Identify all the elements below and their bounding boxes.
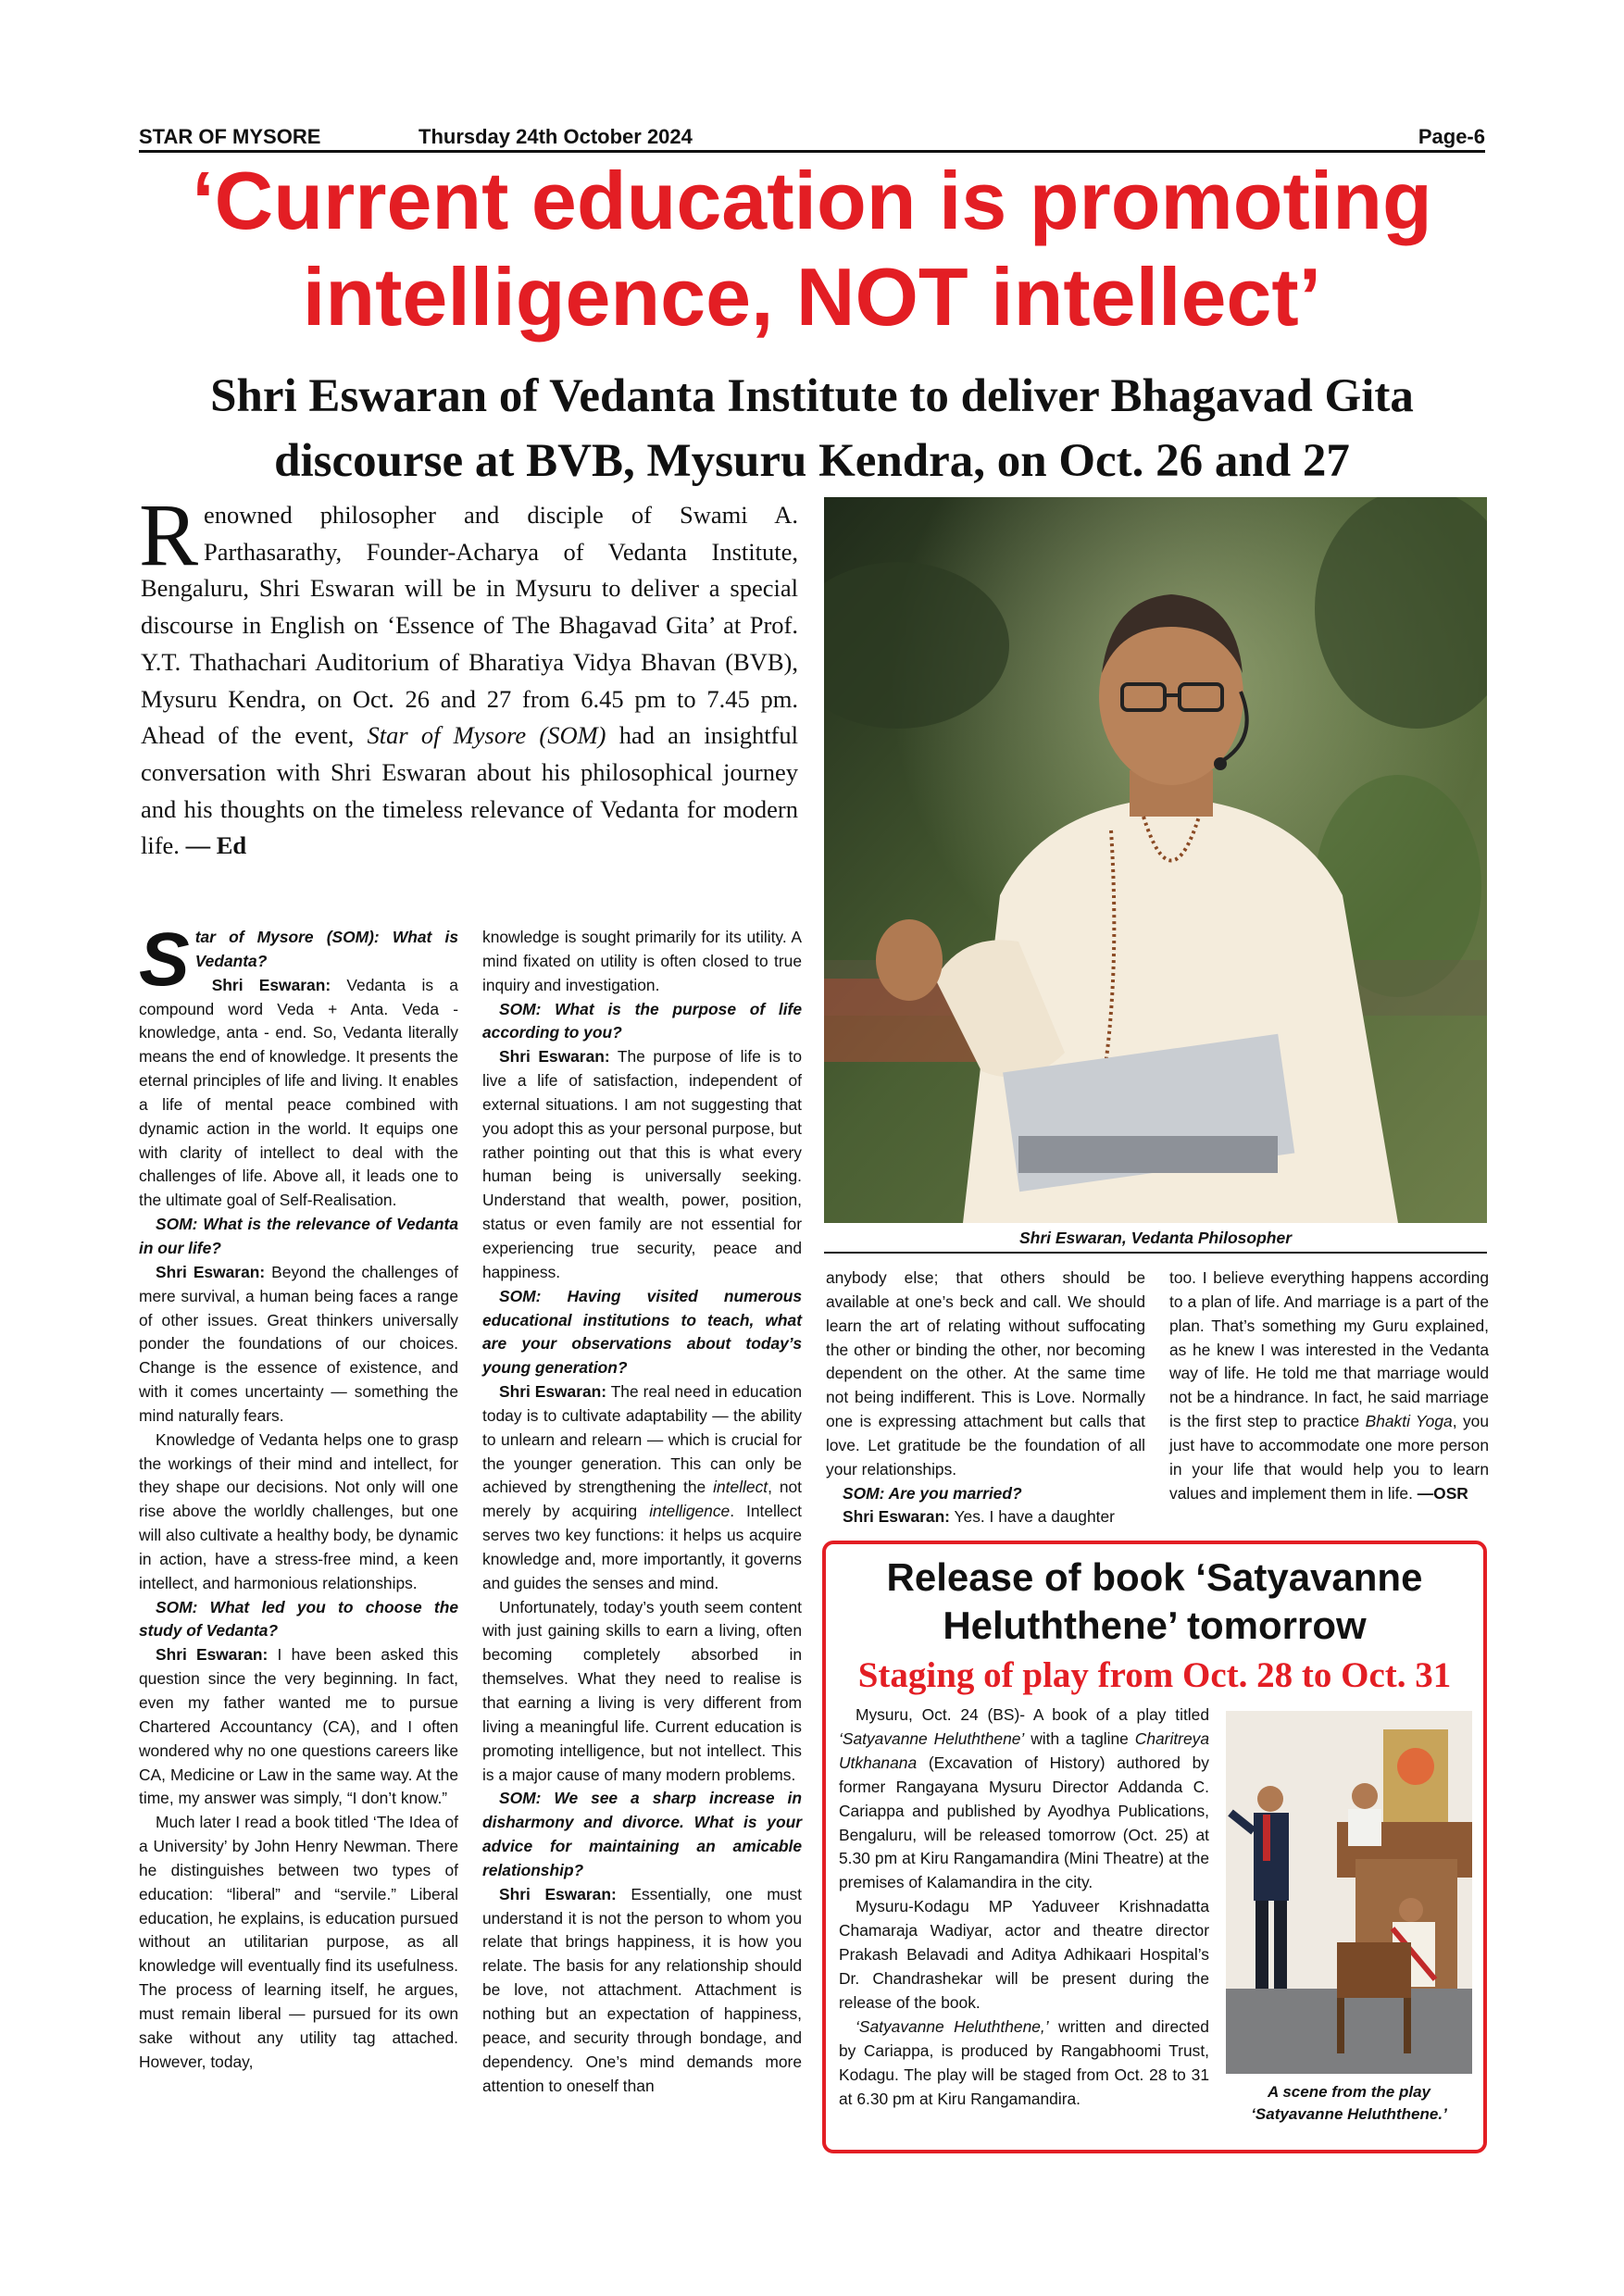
box-subtitle: Staging of play from Oct. 28 to Oct. 31 <box>857 1655 1452 1695</box>
answer-2-cont: Knowledge of Vedanta helps one to grasp the workings of their mind and intellect, for they shape our decisions. Not only will one rise above the worldly challenges, but one will also cultivate a healthy body, be dynamic in action, have a stress-free mind, a keen intellect, and harmonious relationships. <box>139 1429 458 1592</box>
question-5: SOM: Having visited numerous educational institutions to teach, what are your observations about today’s young generation? <box>482 1286 802 1378</box>
article-column-4 <box>1169 1267 1489 1505</box>
answer-5: Shri Eswaran: The real need in education today is to cultivate adaptability — the ability to unlearn and relearn — which is crucial for the younger generation. This can only be achieved by strengthening the intellect, not merely by acquiring intelligence. Intellect serves two key functions: it helps us acquire knowledge and, more importantly, it governs and guides the senses and mind. <box>482 1382 802 1592</box>
play-photo-caption: A scene from the play ‘Satyavanne Heluththene.’ <box>1251 2083 1447 2123</box>
answer-3-cont: Much later I read a book titled ‘The Idea of a University’ by John Henry Newman. There he distinguishes between two types of education: “liberal” and “servile.” Liberal education, he explains, is education pursued without an utilitarian purpose, as all knowledge will eventually find its usefulness. The process of learning itself, he argues, must remain liberal — pursued for its own sake without any utility tag attached. However, today, <box>139 1813 458 2071</box>
intro-italic: Star of Mysore (SOM) <box>367 721 606 750</box>
play-scene-illustration <box>1226 1711 1472 2074</box>
box-paragraph-1: Mysuru, Oct. 24 (BS)- A book of a play titled ‘Satyavanne Heluththene’ with a tagline Charitreya Utkhanana (Excavation of History) authored by former Rangayana Mysuru Director Addanda C. Cariappa and published by Ayodhya Publications, Bengaluru, will be released tomorrow (Oct. 25) at 5.30 pm at Kiru Rangamandira (Mini Theatre) at the premises of Kalamandira in the city. <box>839 1705 1209 1892</box>
question-4: SOM: What is the purpose of life according to you? <box>482 999 802 1042</box>
article-column-2 <box>482 926 802 2098</box>
eswaran-photo-illustration <box>824 497 1487 1223</box>
eswaran-photo <box>824 497 1487 1223</box>
answer-6-end: anybody else; that others should be available at one’s beck and call. We should learn the art of relating without suffocating the other or binding the other, nor becoming dependent on the other. At the same time not being indifferent. This is Love. Normally one is expressing attachment but calls that love. Let gratitude be the foundation of all your relationships. <box>826 1268 1145 1479</box>
answer-3: Shri Eswaran: I have been asked this question since the very beginning. In fact, even my father wanted me to pursue Chartered Accountancy (CA), and I often wondered why no one questions careers like CA, Medicine or Law in the same way. At the time, my answer was simply, “I don’t know.” <box>139 1645 458 1808</box>
intro-text: enowned philosopher and disciple of Swami A. Parthasarathy, Founder-Acharya of Vedanta Institute, Bengaluru, Shri Eswaran will be in Mysuru to deliver a special discourse in English on ‘Essence of The Bhagavad Gita’ at Prof. Y.T. Thathachari Auditorium of Bharatiya Vidya Bhavan (BVB), Mysuru Kendra, on Oct. 26 and 27 from 6.45 pm to 7.45 pm. Ahead of the event, <box>141 501 798 750</box>
subheadline: Shri Eswaran of Vedanta Institute to deliver Bhagavad Gita discourse at BVB, Mysuru Kendra, on Oct. 26 and 27 <box>210 370 1414 487</box>
headline: ‘Current education is promoting intelligence, NOT intellect’ <box>192 155 1432 343</box>
book-release-box <box>822 1541 1487 2153</box>
intro-text-after: had an insightful conversation with Shri Eswaran about his philosophical journey and his thoughts on the timeless relevance of Vedanta for modern life. <box>141 721 798 860</box>
box-title: Release of book ‘Satyavanne Heluththene’ tomorrow <box>886 1555 1423 1647</box>
article-column-3 <box>826 1267 1145 1529</box>
box-paragraph-2: Mysuru-Kodagu MP Yaduveer Krishnadatta Chamaraja Wadiyar, actor and theatre director Prakash Belavadi and Aditya Adhikaari Hospital’s Dr. Chandrashekar will be present during the release of the book. <box>839 1897 1209 2012</box>
masthead <box>139 125 1485 153</box>
page-number: Page-6 <box>1418 125 1485 148</box>
question-6: SOM: We see a sharp increase in disharmony and divorce. What is your advice for maintaining an amicable relationship? <box>482 1789 802 1879</box>
question-3: SOM: What led you to choose the study of Vedanta? <box>139 1597 458 1641</box>
question-7: SOM: Are you married? <box>843 1483 1022 1503</box>
article-column-1 <box>139 917 458 2075</box>
intro-signoff: — Ed <box>185 831 247 860</box>
answer-6: Shri Eswaran: Essentially, one must understand it is not the person to whom you relate that brings happiness, it is how you relate. The basis for any relationship should be love, not attachment. Attachment is nothing but an expectation of happiness, peace, and security through bondage, and dependency. One’s mind demands more attention to oneself than <box>482 1884 802 2095</box>
question-1: Star of Mysore (SOM): What is Vedanta? <box>139 917 458 1002</box>
answer-1: Shri Eswaran: Vedanta is a compound word Veda + Anta. Veda - knowledge, anta - end. So, Vedanta literally means the end of knowledge. It presents the eternal principles of life and living. It enables a life of mental peace combined with dynamic action in the world. It equips one with clarity of intellect to deal with the challenges of life. Above all, it leads one to the ultimate goal of Self-Realisation. <box>139 975 458 1210</box>
answer-5-cont: Unfortunately, today’s youth seem content with just gaining skills to earn a living, often becoming completely absorbed in themselves. What they need to realise is that earning a living is very different from living a meaningful life. Current education is promoting intelligence, but not intellect. This is a major cause of many modern problems. <box>482 1597 802 1784</box>
box-body <box>839 1703 1209 2111</box>
photo-caption: Shri Eswaran, Vedanta Philosopher <box>1018 1229 1292 1247</box>
intro-dropcap: R <box>139 485 199 584</box>
question-2: SOM: What is the relevance of Vedanta in our life? <box>139 1215 458 1257</box>
intro-paragraph <box>139 485 798 865</box>
interview-dropcap: S <box>139 917 190 1002</box>
author-signoff: —OSR <box>1417 1483 1468 1503</box>
photo-caption-rule <box>824 1252 1487 1254</box>
answer-7: Shri Eswaran: Yes. I have a daughter <box>843 1507 1115 1527</box>
answer-2: Shri Eswaran: Beyond the challenges of mere survival, a human being faces a range of other issues. Great thinkers universally ponder the foundations of our choices. Change is the essence of existence, and with it comes uncertainty — something the mind naturally fears. <box>139 1262 458 1425</box>
answer-3-end: knowledge is sought primarily for its utility. A mind fixated on utility is often closed to true inquiry and investigation. <box>482 928 802 994</box>
play-scene-photo <box>1226 1711 1472 2074</box>
answer-7-end: too. I believe everything happens according to a plan of life. And marriage is a part of the plan. That’s something my Guru explained, as he knew I was interested in the Vedanta way of life. He told me that marriage would not be a hindrance. In fact, he said marriage is the first step to practice Bhakti Yoga, you just have to accommodate one more person in your life that would help you to learn values and implement them in life. —OSR <box>1169 1268 1490 1503</box>
publication-name: STAR OF MYSORE <box>139 125 321 148</box>
answer-4: Shri Eswaran: The purpose of life is to live a life of satisfaction, independent of external situations. I am not suggesting that you adopt this as your personal purpose, but rather pointing out that this is what every human being is universally seeking. Understand that wealth, power, position, status or even family are not essential for experiencing true security, peace and happiness. <box>482 1047 802 1281</box>
box-paragraph-3: ‘Satyavanne Heluththene,’ written and directed by Cariappa, is produced by Rangabhoomi Trust, Kodagu. The play will be staged from Oct. 28 to 31 at 6.30 pm at Kiru Rangamandira. <box>839 2016 1209 2108</box>
issue-date: Thursday 24th October 2024 <box>418 125 693 148</box>
